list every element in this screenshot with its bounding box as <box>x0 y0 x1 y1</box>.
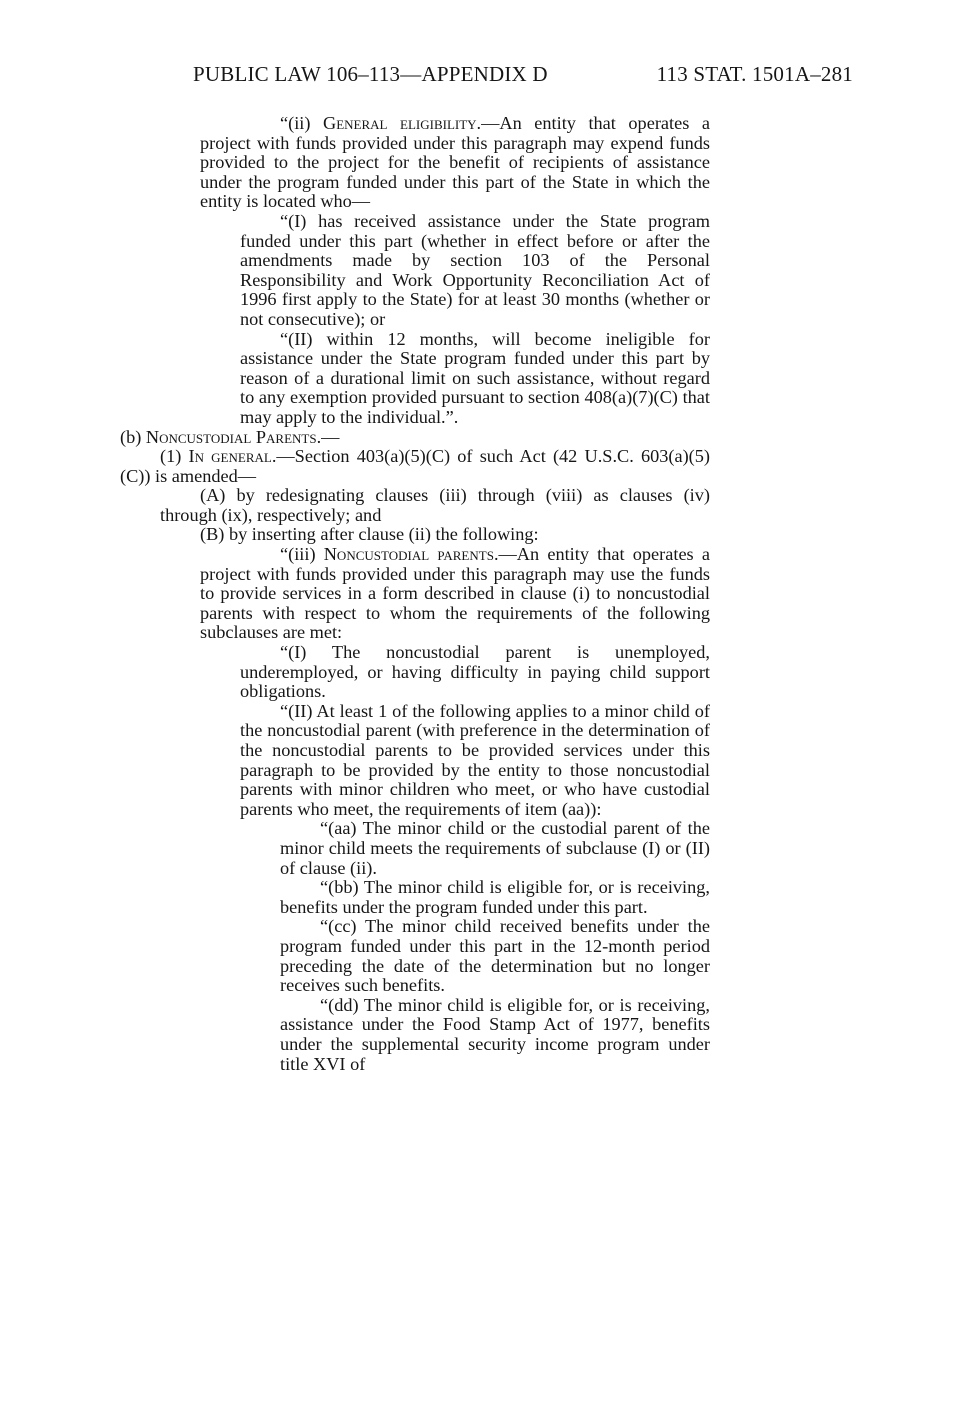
header-stat-citation: 113 STAT. 1501A–281 <box>656 62 853 86</box>
subsection-b-heading: (b) Noncustodial Parents.— <box>120 426 340 447</box>
item-aa: “(aa) The minor child or the custodial parent of the minor child meets the requirements of subclause (I) or (II) of clause (ii). <box>280 818 710 878</box>
subclause-II-become-ineligible: “(II) within 12 months, will become ineligible for assistance under the State program funded under this part by reason of a durational limit on such assistance, without regard to any exemption provided pursuant to section 408(a)(7)(C) that may apply to the individual.”. <box>240 328 710 427</box>
subclause-I-received-assistance: “(I) has received assistance under the State program funded under this part (whether in effect before or after the amendments made by section 103 of the Personal Responsibility and Work Opportunity Reconciliation Act of 1996 first apply to the State) for at least 30 months (whether or not consecutive); or <box>240 210 710 329</box>
subparagraph-B: (B) by inserting after clause (ii) the following: <box>200 524 539 545</box>
paragraph-ii-general-eligibility: “(ii) General eligibility.—An entity that operates a project with funds provided under this paragraph may expend funds provided to the project for the benefit of recipients of assistance under the program funded under this part of the State in which the entity is located who— <box>200 113 710 212</box>
item-dd: “(dd) The minor child is eligible for, or is receiving, assistance under the Food Stamp Act of 1977, benefits under the supplemental security income program under title XVI of <box>280 994 710 1074</box>
subclause-II-minor-child: “(II) At least 1 of the following applies to a minor child of the noncustodial parent (with preference in the determination of the noncustodial parents to be provided services under this paragraph to be provided by the entity to those noncustodial parents with minor children who meet, or who have custodial parents who meet, the requirements of item (aa)): <box>240 700 710 819</box>
statute-text <box>120 114 710 1074</box>
clause-iii-noncustodial-parents: “(iii) Noncustodial parents.—An entity that operates a project with funds provided under this paragraph may use the funds to provide services in a form described in clause (i) to noncustodial parents with respect to whom the requirements of the following subclauses are met: <box>200 544 710 643</box>
item-cc: “(cc) The minor child received benefits under the program funded under this part in the 12-month period preceding the date of the determination but no longer receives such benefits. <box>280 916 710 996</box>
page-header <box>193 62 853 92</box>
subparagraph-A: (A) by redesignating clauses (iii) through (viii) as clauses (iv) through (ix), respectively; and <box>160 485 710 525</box>
item-bb: “(bb) The minor child is eligible for, or is receiving, benefits under the program funded under this part. <box>280 877 710 917</box>
subclause-I-unemployed: “(I) The noncustodial parent is unemployed, underemployed, or having difficulty in paying child support obligations. <box>240 642 710 702</box>
header-law-title: PUBLIC LAW 106–113—APPENDIX D <box>193 62 548 86</box>
paragraph-1-in-general: (1) In general.—Section 403(a)(5)(C) of such Act (42 U.S.C. 603(a)(5)(C)) is amended— <box>120 446 710 486</box>
